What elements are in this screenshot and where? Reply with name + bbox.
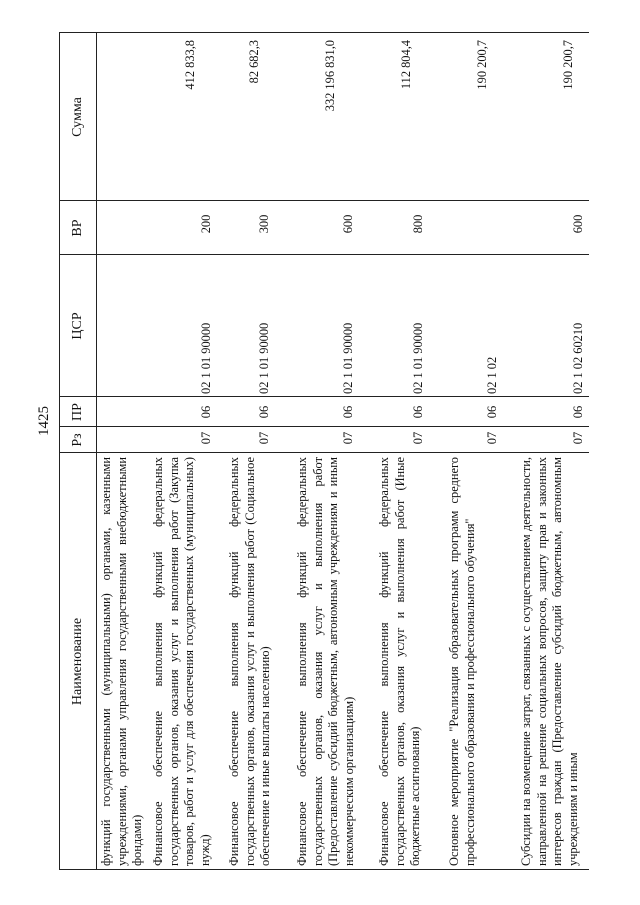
row-name: Финансовое обеспечение выполнения функций федеральных государственных органов, оказания услуг и выполнения работ (Социальное обеспечение и иные выплаты населению)	[227, 457, 273, 866]
table-row	[447, 32, 509, 870]
row-name: Финансовое обеспечение выполнения функций федеральных государственных органов, оказания услуг и выполнения работ (Иные бюджетные ассигнования)	[377, 457, 423, 866]
row-rz: 07	[571, 431, 586, 445]
row-vr: 300	[257, 214, 272, 234]
row-csr: 02 1 01 90000	[411, 322, 426, 394]
table-row	[517, 32, 589, 870]
table-row	[99, 32, 147, 870]
table-row	[291, 32, 369, 870]
row-pr: 06	[571, 405, 586, 419]
page-number: 1425	[36, 406, 52, 436]
row-sum: 190 200,7	[475, 40, 490, 90]
header-vr: ВР	[69, 219, 85, 237]
table-row	[375, 32, 439, 870]
row-csr: 02 1 02 60210	[571, 322, 586, 394]
header-name: Наименование	[69, 617, 85, 706]
row-rz: 07	[257, 431, 272, 445]
row-pr: 06	[257, 405, 272, 419]
row-name: Финансовое обеспечение выполнения функций федеральных государственных органов, оказания услуг и выполнения работ (Предоставление субсидий бюджетным, автономным учреждениям и иным некоммерческим организациям)	[295, 457, 356, 866]
row-name: Основное мероприятие "Реализация образовательных программ среднего профессионального образования и профессионального обучения"	[447, 457, 477, 866]
header-sum: Сумма	[69, 97, 85, 137]
row-csr: 02 1 01 90000	[341, 322, 356, 394]
row-rz: 07	[341, 431, 356, 445]
row-rz: 07	[411, 431, 426, 445]
row-name: Финансовое обеспечение выполнения функций федеральных государственных органов, оказания услуг и выполнения работ (Закупка товаров, работ и услуг для обеспечения государственных (муниципальных) нужд)	[151, 457, 212, 866]
header-csr: ЦСР	[69, 312, 85, 340]
row-name: Субсидии на возмещение затрат, связанных с осуществлением деятельности, направленной на решение социальных вопросов, защиту прав и законных интересов граждан (Предоставление субсидий бюджетным, автономным учреждениям и иным	[519, 457, 580, 866]
row-sum: 332 196 831,0	[323, 40, 338, 112]
row-name: функций государственными (муниципальными) органами, казенными учреждениями, органами управления государственными внебюджетными фондами)	[99, 457, 145, 866]
row-pr: 06	[199, 405, 214, 419]
header-rz: Рз	[69, 433, 85, 447]
row-csr: 02 1 01 90000	[257, 322, 272, 394]
row-csr: 02 1 02	[485, 356, 500, 394]
row-vr: 600	[341, 214, 356, 234]
row-pr: 06	[341, 405, 356, 419]
budget-table	[59, 32, 589, 870]
table-row	[221, 32, 285, 870]
row-sum: 82 682,3	[247, 40, 262, 84]
row-vr: 200	[199, 214, 214, 234]
row-rz: 07	[199, 431, 214, 445]
table-row	[151, 32, 215, 870]
header-divider	[96, 32, 97, 870]
row-sum: 190 200,7	[561, 40, 576, 90]
header-pr: ПР	[69, 403, 85, 421]
row-vr: 600	[571, 214, 586, 234]
row-pr: 06	[485, 405, 500, 419]
row-rz: 07	[485, 431, 500, 445]
row-sum: 412 833,8	[183, 40, 198, 90]
row-csr: 02 1 01 90000	[199, 322, 214, 394]
row-vr: 800	[411, 214, 426, 234]
row-sum: 112 804,4	[399, 40, 414, 90]
row-pr: 06	[411, 405, 426, 419]
